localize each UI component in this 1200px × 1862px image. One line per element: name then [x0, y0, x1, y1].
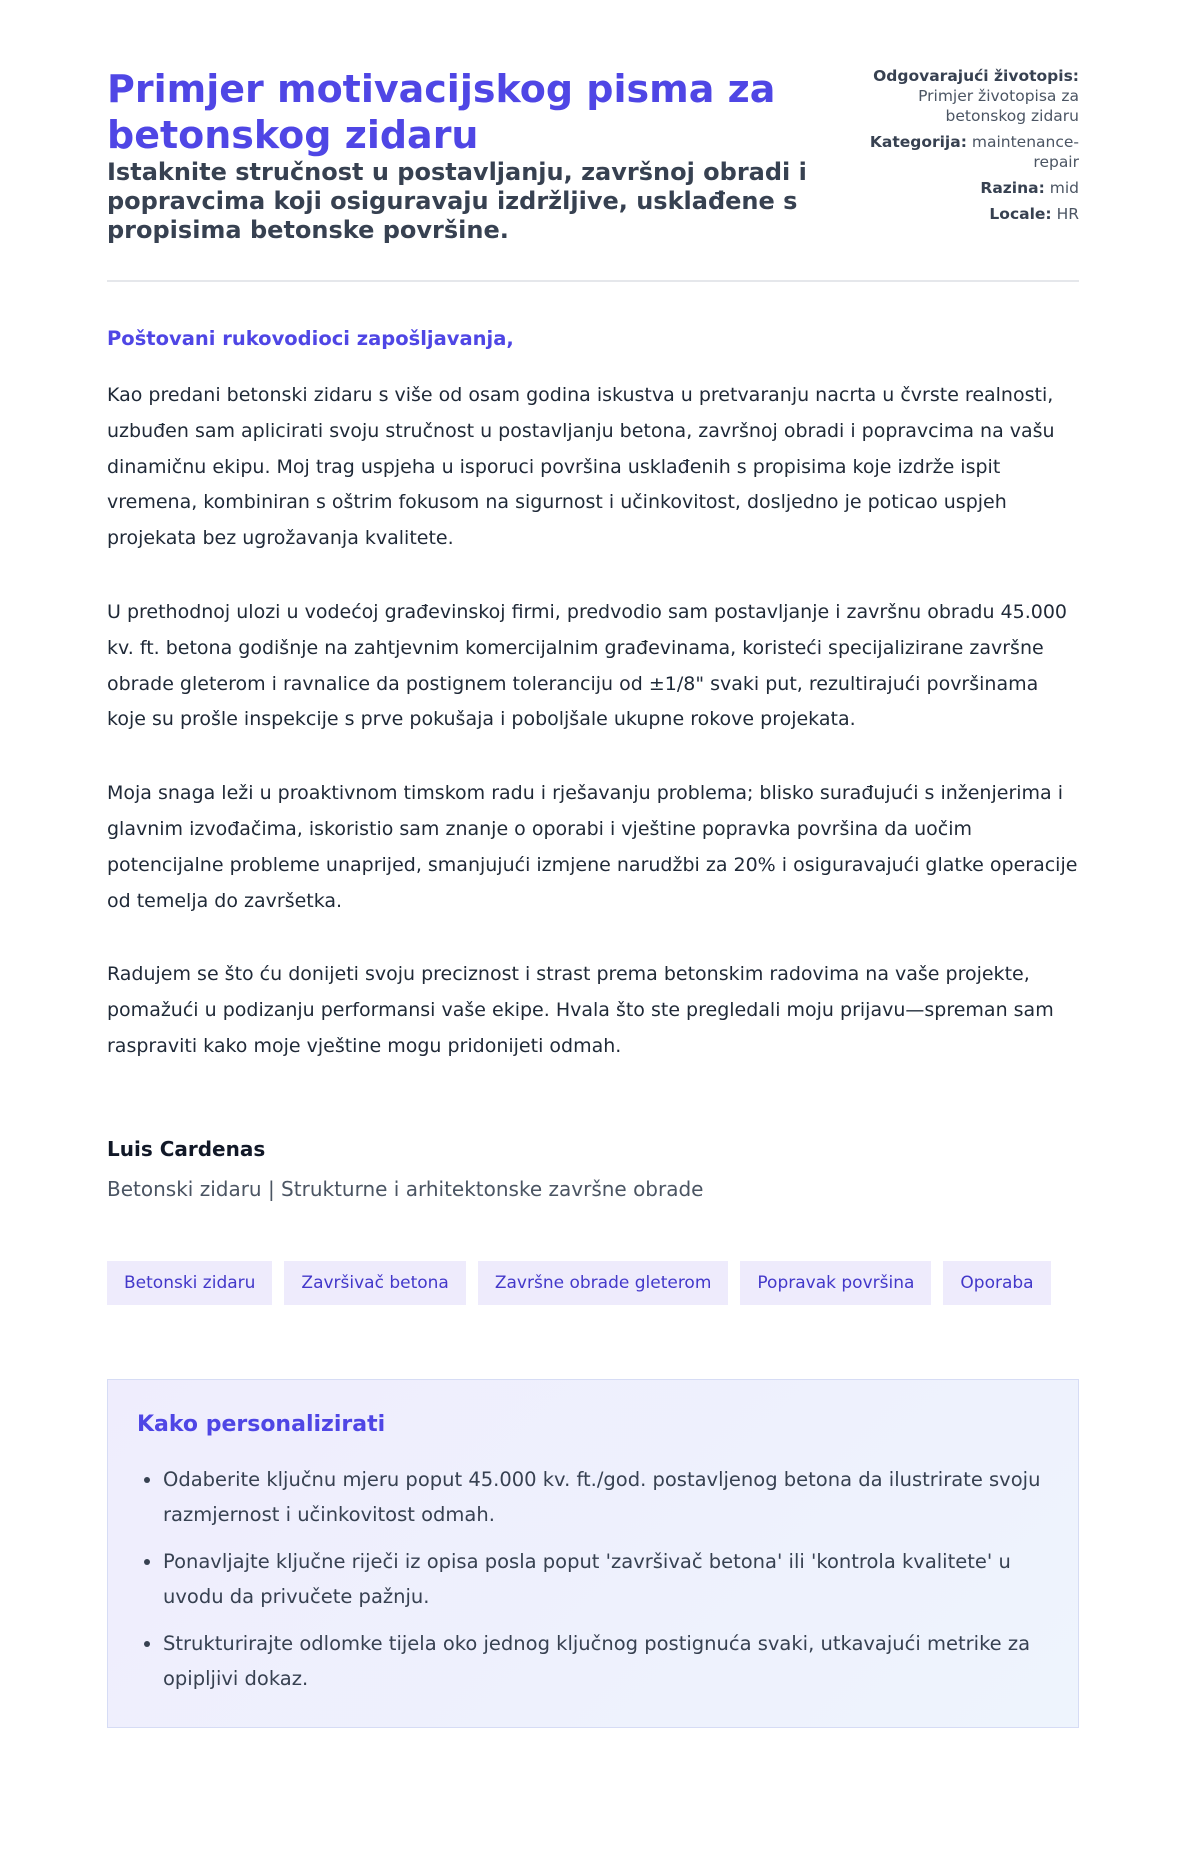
letter-paragraph: Kao predani betonski zidaru s više od osam godina iskustva u pretvaranju nacrta u čvrste realnosti, uzbuđen sam aplicirati svoju stručnost u postavljanju betona, završnoj obradi i popravcima na vašu dinamičnu ekipu. Moj trag uspjeha u isporuci površina usklađenih s propisima koje izdrže ispit vremena, kombiniran s oštrim fokusom na sigurnost i učinkovitost, dosljedno je poticao uspjeh projekata bez ugrožavanja kvalitete.: [107, 384, 1055, 550]
letter-paragraph: Radujem se što ću donijeti svoju preciznost i strast prema betonskim radovima na vaše projekte, pomažući u podizanju performansi vaše ekipe. Hvala što ste pregledali moju prijavu—spreman sam raspraviti kako moje vještine mogu pridonijeti odmah.: [107, 963, 1054, 1057]
meta-label: Odgovarajući životopis:: [873, 67, 1079, 85]
meta-value: mid: [1049, 179, 1079, 197]
letter-paragraph: Moja snaga leži u proaktivnom timskom radu i rješavanju problema; blisko surađujući s inženjerima i glavnim izvođačima, iskoristio sam znanje o oporabi i vještine popravka površina da uočim potencijalne probleme unaprijed, smanjujući izmjene narudžbi za 20% i osiguravajući glatke operacije od temelja do završetka.: [107, 782, 1078, 912]
personalization-tips-box: [107, 1379, 1079, 1728]
signature-role: Betonski zidaru | Strukturne i arhitektonske završne obrade: [107, 1176, 704, 1201]
tips-title: Kako personalizirati: [137, 1411, 386, 1437]
meta-locale: [859, 204, 1079, 224]
page-title: Primjer motivacijskog pisma za betonskog zidaru: [107, 67, 776, 157]
page-subtitle: Istaknite stručnost u postavljanju, završnoj obradi i popravcima koji osiguravaju izdržljive, usklađene s propisima betonske površine.: [107, 158, 807, 244]
tag: Oporaba: [943, 1261, 1050, 1305]
meta-label: Locale:: [989, 205, 1052, 223]
tag: Betonski zidaru: [107, 1261, 272, 1305]
tag: Završne obrade gleterom: [478, 1261, 729, 1305]
tip-item: • Strukturirajte odlomke tijela oko jednog ključnog postignuća svaki, utkavajući metrike za opipljivi dokaz.: [163, 1626, 1050, 1696]
meta-category: [859, 132, 1079, 172]
meta-value: maintenance-repair: [971, 133, 1079, 171]
meta-value: Primjer životopisa za betonskog zidaru: [918, 87, 1079, 125]
cover-letter-page: [107, 0, 1079, 1728]
tag-list: [107, 1261, 1079, 1305]
tip-item: • Ponavljajte ključne riječi iz opisa posla poput 'završivač betona' ili 'kontrola kvalitete' u uvodu da privučete pažnju.: [163, 1544, 1050, 1614]
meta-label: Kategorija:: [869, 133, 967, 151]
salutation: Poštovani rukovodioci zapošljavanja,: [107, 327, 514, 350]
meta-value: HR: [1056, 205, 1079, 223]
letter-paragraph: U prethodnoj ulozi u vodećoj građevinskoj firmi, predvodio sam postavljanje i završnu obradu 45.000 kv. ft. betona godišnje na zahtjevnim komercijalnim građevinama, koristeći specijalizirane završne obrade gleterom i ravnalice da postignem toleranciju od ±1/8" svaki put, rezultirajući površinama koje su prošle inspekcije s prve pokušaja i poboljšale ukupne rokove projekata.: [107, 600, 1068, 731]
page-header: [107, 0, 1079, 282]
meta-panel: [859, 66, 1079, 280]
title-block: [107, 66, 827, 280]
meta-level: [859, 178, 1079, 198]
tips-list: [137, 1462, 1050, 1696]
tag: Popravak površina: [740, 1261, 931, 1305]
tag: Završivač betona: [284, 1261, 465, 1305]
meta-matching-resume: [859, 66, 1079, 126]
meta-label: Razina:: [980, 179, 1045, 197]
tip-item: • Odaberite ključnu mjeru poput 45.000 kv. ft./god. postavljenog betona da ilustrirate svoju razmjernost i učinkovitost odmah.: [163, 1462, 1050, 1532]
signature-name: Luis Cardenas: [107, 1136, 266, 1161]
